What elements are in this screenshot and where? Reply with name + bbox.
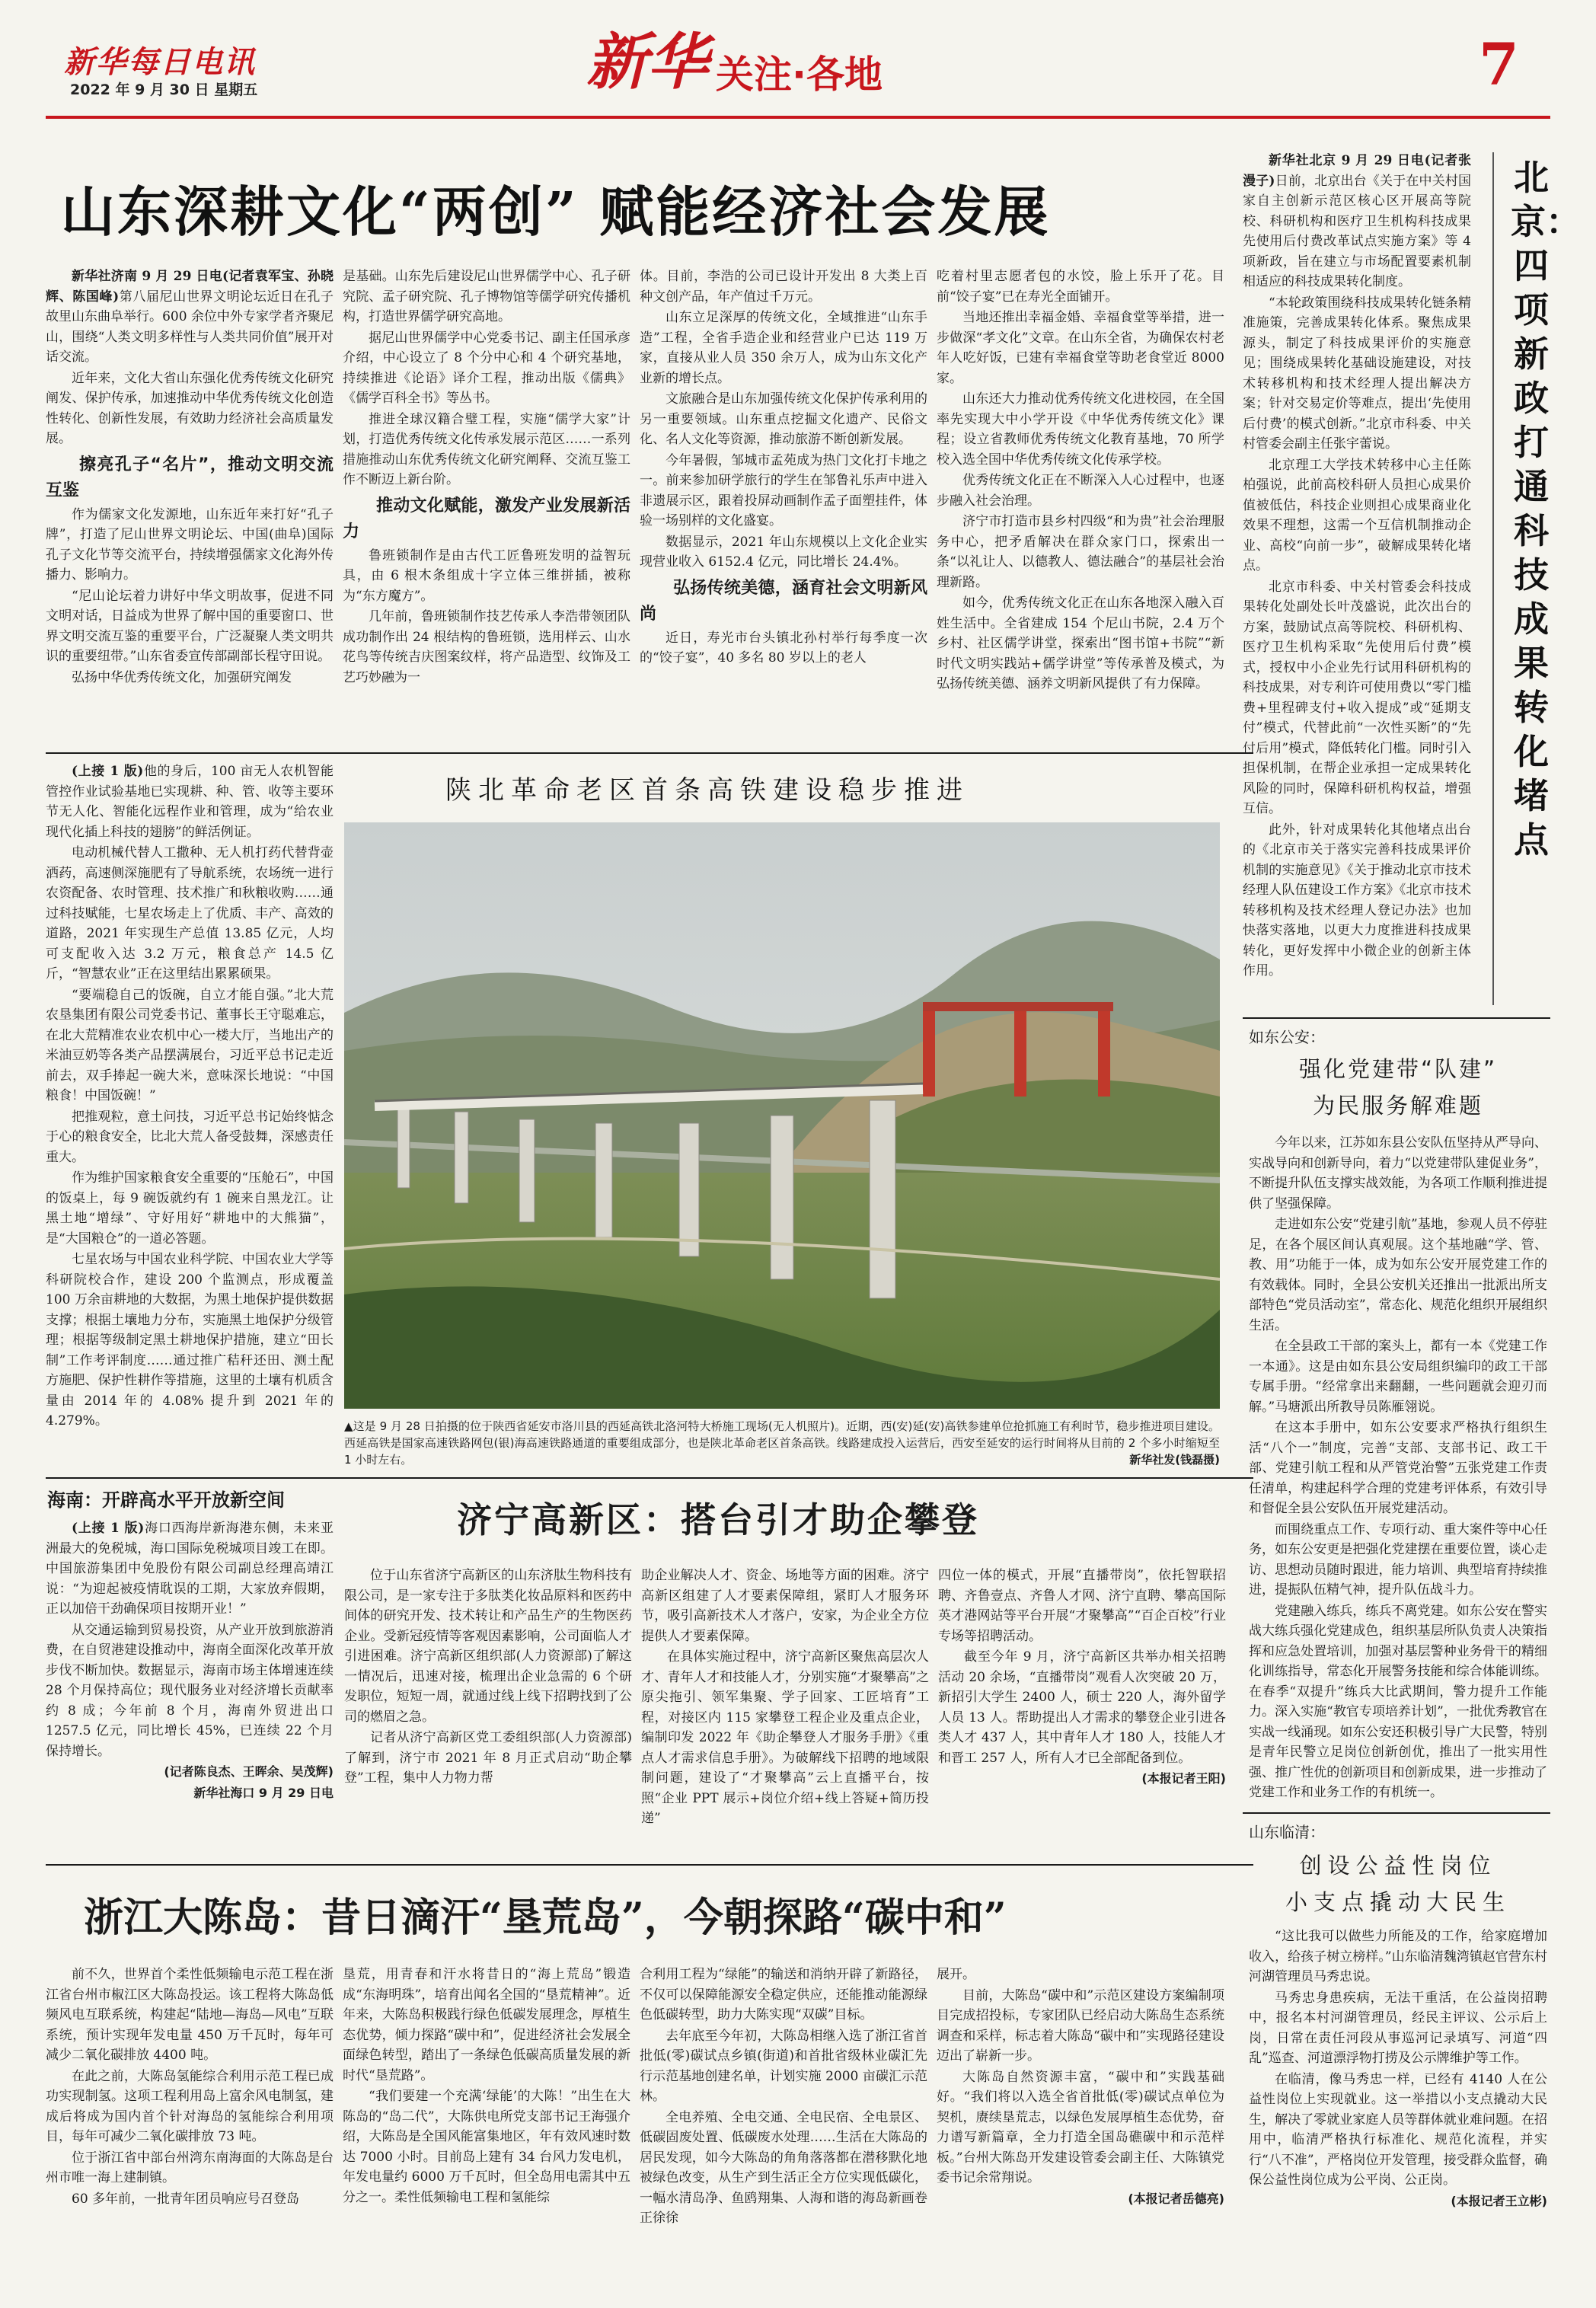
rudong-title: 强化党建带“队建” 为民服务解难题	[1298, 1056, 1498, 1119]
divider	[46, 1477, 1253, 1479]
photo-caption: ▲这是 9 月 28 日拍摄的位于陕西省延安市洛川县的西延高铁北洛河特大桥施工现场(无人机照片)。近期，西(安)延(安)高铁参建单位抢抓施工有利时节，稳步推进项目建设。西延高铁是国家高速铁路网包(银)海高速铁路通道的重要组成部分，也是陕北革命老区首条高铁。线路建成投入运营后，西安至延安的运行时间将从目前的 2 个多小时缩短至 1 小时左右。 新华社发(钱磊摄)	[344, 1419, 1220, 1467]
linqu-title: 创设公益性岗位 小支点撬动大民生	[1285, 1853, 1511, 1915]
zhejiang-col-1: 前不久，世界首个柔性低频输电示范工程在浙江省台州市椒江区大陈岛投运。该工程将大陈岛低频风电互联系统，构建起“陆地—海岛—风电”互联系统，预计实现年发电量 450 万千瓦时，每年可减少二氧化碳排放 4400 吨。 在此之前，大陈岛氢能综合利用示范工程已成功实现制氢。这项工程利用岛上富余风电制氢，建成后将成为国内首个针对海岛的氢能综合利用项目，每年可减少二氧化碳排放 73 吨。 位于浙江省中部台州湾东南海面的大陈岛是台州市唯一海上建制镇。 60 多年前，一批青年团员响应号召登岛	[46, 1967, 334, 2207]
brand-logo: 新华	[586, 26, 708, 97]
divider	[46, 752, 1253, 754]
headline-shandong: 山东深耕文化“两创” 赋能经济社会发展	[61, 180, 1051, 244]
divider	[46, 1864, 1253, 1866]
continued-article: (上接 1 版)他的身后，100 亩无人农机智能管控作业试验基地已实现耕、种、管、收等主要环节无人化、智能化远程作业和管理，成为“给农业现代化插上科技的翅膀”的鲜活例证。 电动机械代替人工撒种、无人机打药代替背壶洒药，高速侧深施肥有了导航系统，农场统一进行农资配备、农时管理、技术推广和秋粮收购……通过科技赋能，七星农场走上了优质、丰产、高效的道路，2021 年实现生产总值 13.85 亿元，人均可支配收入达 3.2 万元，粮食总产 14.5 亿斤，“智慧农业”正在这里结出累累硕果。 “要端稳自己的饭碗，自立才能自强。”北大荒农垦集团有限公司党委书记、董事长王守聪难忘，在北大荒精准农业农机中心一楼大厅，当地出产的米油豆奶等各类产品摆满展台，习近平总书记走近前去，双手捧起一碗大米，意味深长地说：“中国粮食！中国饭碗！” 把推观粒，意土问技，习近平总书记始终惦念于心的粮食安全，比北大荒人备受鼓舞，深感责任重大。 作为维护国家粮食安全重要的“压舱石”，中国的饭桌上，每 9 碗饭就约有 1 碗来自黑龙江。让黑土地“增绿”、守好用好“耕地中的大熊猫”，是“大国粮仓”的一道必答题。 七星农场与中国农业科学院、中国农业大学等科研院校合作，建设 200 个监测点，形成覆盖 100 万余亩耕地的大数据，为黑土地保护提供数据支撑；根据土壤地力分布，实施黑土地保护分级管理；根据等级制定黑土耕地保护措施，建立“田长制”工作考评制度……通过推广秸秆还田、测土配方施肥、保护性耕作等措施，这里的土壤有机质含量由 2014 年的 4.08% 提升到 2021 年的 4.279%。	[46, 764, 334, 1429]
linqu-kicker: 山东临清：	[1249, 1823, 1325, 1841]
shandong-col-1: 新华社济南 9 月 29 日电(记者袁军宝、孙晓辉、陈国峰)第八届尼山世界文明论坛近日在孔子故里山东曲阜举行。600 余位中外专家学者齐聚尼山，围绕“人类文明多样性与人类共同价值”展开对话交流。 近年来，文化大省山东强化优秀传统文化研究阐发、保护传承，加速推动中华优秀传统文化创造性转化、创新性发展，有效助力经济社会高质量发展。 擦亮孔子“名片”，推动文明交流互鉴 作为儒家文化发源地，山东近年来打好“孔子牌”，打造了尼山世界文明论坛、中国(曲阜)国际孔子文化节等交流平台，持续增强儒家文化海外传播力、影响力。 “尼山论坛着力讲好中华文明故事，促进不同文明对话，日益成为世界了解中国的重要窗口、世界文明交流互鉴的重要平台，广泛凝聚人类文明共识的重要纽带。”山东省委宣传部副部长程守田说。 弘扬中华优秀传统文化，加强研究阐发	[46, 269, 334, 685]
section-title: 关注·各地	[716, 53, 883, 97]
beijing-vertical-title: 北京：四项新政打通科技成果转化堵点	[1511, 157, 1581, 860]
jining-col-1: 位于山东省济宁高新区的山东济肽生物科技有限公司，是一家专注于多肽类化妆品原料和医药中间体的研究开发、技术转让和产品生产的生物医药企业。受新冠疫情等客观因素影响，公司面临人才引进困难。济宁高新区组织部(人力资源部)了解这一情况后，迅速对接，梳理出企业急需的 6 个研发职位，短短一周，就通过线上线下招聘找到了公司的燃眉之急。 记者从济宁高新区党工委组织部(人力资源部)了解到，济宁市 2021 年 8 月正式启动“助企攀登”工程，集中人力物力帮	[344, 1568, 632, 1786]
beijing-text: 新华社北京 9 月 29 日电(记者张漫子)日前，北京出台《关于在中关村国家自主创新示范区核心区开展高等院校、科研机构和医疗卫生机构科技成果先使用后付费改革试点实施方案》等 4 项新政，旨在建立与市场配置要素机制相适应的科技成果转化制度。 “本轮政策围绕科技成果转化链条精准施策，完善成果转化体系。聚焦成果源头，制定了科技成果评价的实施意见；围绕成果转化基础设施建设，对技术转移机构和技术经理人提出解决方案；针对交易定价等难点，提出‘先使用后付费’的模式创新。”北京市科委、中关村管委会副主任张宇蕾说。 北京理工大学技术转移中心主任陈柏强说，此前高校科研人员担心成果价值被低估，科技企业则担心成果商业化效果不理想，这需一个互信机制推动企业、高校“向前一步”，破解成果转化堵点。 北京市科委、中关村管委会科技成果转化处副处长叶茂盛说，此次出台的方案，鼓励试点高等院校、科研机构、医疗卫生机构采取“先使用后付费”模式，授权中小企业先行试用科研机构的科技成果，对专利许可使用费以“零门槛费+里程碑支付+收入提成”或“延期支付”模式，代替此前“一次性买断”的“先付后用”模式，降低转化门槛。同时引入担保机制，在帮企业承担一定成果转化风险的同时，保障科研机构权益，增强互信。 此外，针对成果转化其他堵点出台的《北京市关于落实完善科技成果评价机制的实施意见》《关于推动北京市技术经理人队伍建设工作方案》《北京市技术转移机构及技术经理人登记办法》也加快落实落地，以更大力度推进科技成果转化，更好发挥中小微企业的创新主体作用。	[1243, 153, 1471, 978]
divider	[1243, 1812, 1550, 1814]
linqu-text: “这比我可以做些力所能及的工作，给家庭增加收入，给孩子树立榜样。”山东临清魏湾镇赵官营东村河湖管理员马秀忠说。 马秀忠身患疾病，无法干重活，在公益岗招聘中，报名本村河湖管理员，经民主评议、公示后上岗，日常在责任河段从事巡河记录填写、河道“四乱”巡查、河道漂浮物打捞及公示牌维护等工作。 在临清，像马秀忠一样，已经有 4140 人在公益性岗位上实现就业。这一举措以小支点撬动大民生，解决了零就业家庭人员等群体就业难问题。在招用中，临清严格执行标准化、规范化流程，并实行“八不准”，严格岗位开发管理，接受群众监督，确保公益性岗位成为公平岗、公正岗。 (本报记者王立彬)	[1249, 1929, 1547, 2208]
zhejiang-col-2: 垦荒，用青春和汗水将昔日的“海上荒岛”锻造成“东海明珠”，培育出闻名全国的“垦荒精神”。近年来，大陈岛积极践行绿色低碳发展理念，厚植生态优势，倾力探路“碳中和”，促进经济社会发展全面绿色转型，踏出了一条绿色低碳高质量发展的新时代“垦荒路”。 “我们要建一个充满‘绿能’的大陈！”出生在大陈岛的“岛二代”，大陈供电所党支部书记王海强介绍，大陈岛是全国风能富集地区，年有效风速时数达 7000 小时。目前岛上建有 34 台风力发电机，年发电量约 6000 万千瓦时，但全岛用电需其中五分之一。柔性低频输电工程和氢能综	[343, 1967, 630, 2205]
masthead-rule	[46, 116, 1550, 119]
hainan-title: 海南：开辟高水平开放新空间	[47, 1489, 285, 1511]
date-line: 2022 年 9 月 30 日 星期五	[70, 81, 258, 98]
shandong-col-2: 是基础。山东先后建设尼山世界儒学中心、孔子研究院、孟子研究院、孔子博物馆等儒学研究传播机构，打造世界儒学研究高地。 据尼山世界儒学中心党委书记、副主任国承彦介绍，中心设立了 8 个分中心和 4 个研究基地，持续推进《论语》译介工程，推动出版《儒典》《儒学百科全书》等丛书。 推进全球汉籍合璧工程，实施“儒学大家”计划，打造优秀传统文化传承发展示范区……一系列措施推动山东优秀传统文化研究阐释、交流互鉴工作不断迈上新台阶。 推动文化赋能，激发产业发展新活力 鲁班锁制作是由古代工匠鲁班发明的益智玩具，由 6 根木条组成十字立体三维拼插，被称为“东方魔方”。 几年前，鲁班锁制作技艺传承人李浩带领团队成功制作出 24 根结构的鲁班锁，选用样云、山水花鸟等传统吉庆图案纹样，将产品造型、纹饰及工艺巧妙融为一	[343, 269, 630, 685]
photo-bridge	[344, 822, 1220, 1409]
jining-col-3: 四位一体的模式，开展“直播带岗”，依托智联招聘、齐鲁壹点、齐鲁人才网、济宁直聘、攀高国际英才港网站等平台开展“才聚攀高”“百企百校”行业专场等招聘活动。 截至今年 9 月，济宁高新区共举办相关招聘活动 20 余场，“直播带岗”观看人次突破 20 万，新招引大学生 2400 人，硕士 220 人，海外留学人员 13 人。帮助提出人才需求的攀登企业引进各类人才 437 人，其中青年人才 180 人，技能人才和晋工 257 人，所有人才已全部配备到位。 (本报记者王阳)	[938, 1568, 1226, 1786]
headline-zhejiang: 浙江大陈岛：昔日滴汗“垦荒岛”，今朝探路“碳中和”	[84, 1895, 1007, 1941]
zhejiang-col-4: 展开。 目前，大陈岛“碳中和”示范区建设方案编制项目完成招投标，专家团队已经启动大陈岛生态系统调查和采样，标志着大陈岛“碳中和”实现路径建设迈出了崭新一步。 大陈岛自然资源丰富，“碳中和”实践基础好。“我们将以入选全省首批低(零)碳试点单位为契机，赓续垦荒志，以绿色发展厚植生态优势，奋力谱写新篇章，全力打造全国岛礁碳中和示范样板。”台州大陈岛开发建设管委会副主任、大陈镇党委书记余常翔说。 (本报记者岳德亮)	[937, 1967, 1224, 2206]
headline-jining: 济宁高新区：搭台引才助企攀登	[457, 1499, 979, 1540]
zhejiang-col-3: 合利用工程为“绿能”的输送和消纳开辟了新路径，不仅可以保障能源安全稳定供应，还能推动能源绿色低碳转型，助力大陈实现“双碳”目标。 去年底至今年初，大陈岛相继入选了浙江省首批低(零)碳试点乡镇(街道)和首批省级林业碳汇先行示范基地创建名单，计划实施 2000 亩碳汇示范林。 全电养殖、全电交通、全电民宿、全电景区、低碳固废处置、低碳废水处理……生活在大陈岛的居民发现，如今大陈岛的角角落落都在潜移默化地被绿色改变，从生产到生活正全方位实现低碳化，一幅水清岛净、鱼鸥翔集、人海和谐的海岛新画卷正徐徐	[640, 1967, 927, 2226]
paper-name: 新华每日电讯	[64, 44, 256, 80]
bridge-photo-illustration	[344, 822, 1220, 1409]
subheading: 擦亮孔子“名片”，推动文明交流互鉴	[46, 455, 334, 500]
rudong-text: 今年以来，江苏如东县公安队伍坚持从严导向、实战导向和创新导向，着力“以党建带队建促业务”，不断提升队伍支撑实战效能，为各项工作顺利推进提供了坚强保障。 走进如东公安“党建引航”基地，参观人员不停驻足，在各个展区间认真观展。这个基地融“学、管、教、用”功能于一体，成为如东公安开展党建工作的有效载体。同时，全县公安机关还推出一批派出所支部特色“党员活动室”，常态化、规范化组织开展组织生活。 在全县政工干部的案头上，都有一本《党建工作一本通》。这是由如东县公安局组织编印的政工干部专属手册。“经常拿出来翻翻，一些问题就会迎刃而解。”马塘派出所教导员陈雁翎说。 在这本手册中，如东公安要求严格执行组织生活“八个一”制度，完善“支部、支部书记、政工干部、党建引航工程和从严管党治警”五张党建工作责任清单，构建起科学合理的党建考评体系，有效引导和督促全县公安队伍开展党建活动。 而围绕重点工作、专项行动、重大案件等中心任务，如东公安更是把强化党建摆在重要位置，谈心走访、思想动员随时跟进，能力培训、典型培育持续推进，提振队伍精气神，提升队伍战斗力。 党建融入练兵，练兵不离党建。如东公安在警实战大练兵强化党建成色，组织基层所队负责人决策指挥和应急处置培训，加强对基层警种业务骨干的精细化训练指导，常态化开展警务技能和综合体能训练。在春季“双提升”练兵大比武期间，警力提升工作能力。深入实施“教官专项培养计划”，一批优秀教官在实战一线涌现。如东公安还积极引导广大民警，特别是青年民警立足岗位创新创优，推出了一批实用性强、推广性优的创新项目和创新成果，进一步推动了党建工作和业务工作的有机统一。	[1249, 1135, 1547, 1800]
shandong-col-4: 吃着村里志愿者包的水饺，脸上乐开了花。目前“饺子宴”已在寿光全面铺开。 当地还推出幸福金婚、幸福食堂等举措，进一步做深“孝文化”文章。在山东全省，为确保农村老年人吃好饭，已建有幸福食堂等助老食堂近 8000 家。 山东还大力推动优秀传统文化进校园，在全国率先实现大中小学开设《中华优秀传统文化》课程；设立省教师优秀传统文化教育基地，70 所学校入选全国中华优秀传统文化传承学校。 优秀传统文化正在不断深入人心过程中，也逐步融入社会治理。 济宁市打造市县乡村四级“和为贵”社会治理服务中心，把矛盾解决在群众家门口，探索出一条“以礼让人、以德教人、德法融合”的基层社会治理新路。 如今，优秀传统文化正在山东各地深入融入百姓生活中。全省建成 154 个尼山书院，2.4 万个乡村、社区儒学讲堂，探索出“图书馆+书院”“新时代文明实践站+儒学讲堂”等传承普及模式，为弘扬传统美德、涵养文明新风提供了有力保障。	[937, 269, 1224, 691]
rudong-kicker: 如东公安：	[1249, 1028, 1325, 1046]
divider	[1243, 1017, 1550, 1019]
sidebar-rule	[1492, 152, 1494, 1005]
shandong-col-3: 体。目前，李浩的公司已设计开发出 8 大类上百种文创产品，年产值过千万元。 山东立足深厚的传统文化，全域推进“山东手造”工程，全省手造企业和经营业户已达 119 万家，直接从业人员 350 余万人，成为山东文化产业新的增长点。 文旅融合是山东加强传统文化保护传承利用的另一重要领域。山东重点挖掘文化遗产、民俗文化、名人文化等资源，推动旅游不断创新发展。 今年暑假，邹城市孟苑成为热门文化打卡地之一。前来参加研学旅行的学生在邹鲁礼乐声中进入非遗展示区，跟着投屏动画制作孟子面塑挂件，体验一场别样的文化盛宴。 数据显示，2021 年山东规模以上文化企业实现营业收入 6152.4 亿元，同比增长 24.4%。 弘扬传统美德，涵育社会文明新风尚 近日，寿光市台头镇北孙村举行每季度一次的“饺子宴”，40 多名 80 岁以上的老人	[640, 269, 927, 666]
subheading: 推动文化赋能，激发产业发展新活力	[343, 496, 630, 541]
hainan-text: (上接 1 版)海口西海岸新海港东侧，未来亚洲最大的免税城，海口国际免税城项目竣工在即。中国旅游集团中免股份有限公司副总经理高靖江说：“为迎起被疫情耽误的工期，大家放弃假期，正以加倍干劲确保项目按期开业！” 从交通运输到贸易投资，从产业开放到旅游消费，在自贸港建设推动中，海南全面深化改革开放步伐不断加快。数据显示，海南市场主体增速连续 28 个月保持高位；现代服务业对经济增长贡献率约 8 成；今年前 8 个月，海南外贸进出口 1257.5 亿元，同比增长 45%，已连续 22 个月保持增长。 (记者陈良杰、王晖余、吴茂辉) 新华社海口 9 月 29 日电	[46, 1521, 334, 1800]
jining-col-2: 助企业解决人才、资金、场地等方面的困难。济宁高新区组建了人才要素保障组，紧盯人才服务环节，吸引高新技术人才落户，安家，为企业全方位提供人才要素保障。 在具体实施过程中，济宁高新区聚焦高层次人才、青年人才和技能人才，分别实施“才聚攀高”之原尖拖引、领军集聚、学子回家、工匠培育”工程，对接区内 115 家攀登工程企业及重点企业，编制印发 2022 年《助企攀登人才服务手册》《重点人才需求信息手册》。为破解线下招聘的地域限制问题，建设了“才聚攀高”云上直播平台，按照“企业 PPT 展示+岗位介绍+线上答疑+简历投递”	[641, 1568, 929, 1826]
subheading: 弘扬传统美德，涵育社会文明新风尚	[640, 578, 927, 624]
page-number: 7	[1479, 30, 1519, 98]
photo-title: 陕北革命老区首条高铁建设稳步推进	[445, 775, 969, 806]
